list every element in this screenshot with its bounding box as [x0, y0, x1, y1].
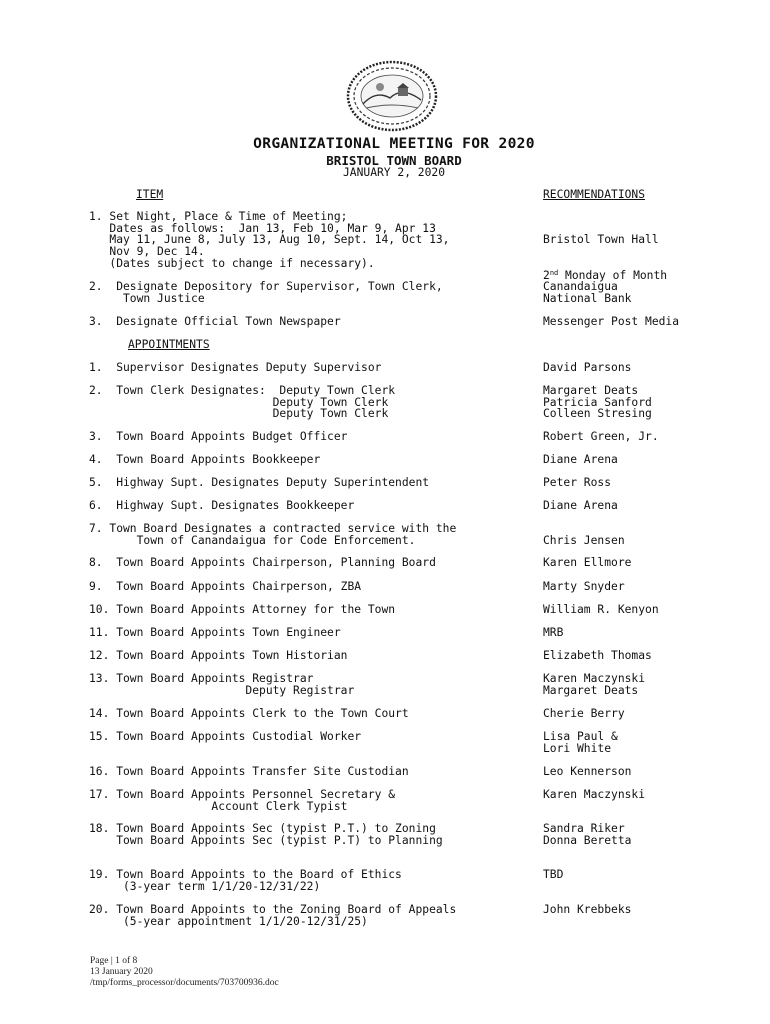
recommendation-text: Canandaigua National Bank [543, 280, 632, 305]
appointment-item: 7. Town Board Designates a contracted service with the Town of Canandaigua for Code Enforcement. [89, 522, 457, 547]
footer-date: 13 January 2020 [90, 967, 153, 977]
appointee: Lisa Paul & Lori White [543, 730, 618, 755]
appointee: Chris Jensen [543, 533, 625, 547]
appointee: Cherie Berry [543, 707, 625, 720]
appointment-item: 16. Town Board Appoints Transfer Site Custodian [89, 765, 409, 778]
appointee: Diane Arena [543, 499, 618, 512]
appointment-item: 3. Town Board Appoints Budget Officer [89, 430, 348, 443]
appointment-item: 18. Town Board Appoints Sec (typist P.T.) to Zoning Town Board Appoints Sec (typist P.T) to Planning [89, 822, 443, 847]
appointment-item: 19. Town Board Appoints to the Board of Ethics (3-year term 1/1/20-12/31/22) [89, 868, 402, 893]
item-text: 3. Designate Official Town Newspaper [89, 315, 341, 328]
appointment-item: 5. Highway Supt. Designates Deputy Superintendent [89, 476, 430, 489]
appointee: Karen Maczynski [543, 788, 646, 801]
appointee: Leo Kennerson [543, 765, 632, 778]
appointee: Diane Arena [543, 453, 618, 466]
appointee: TBD [543, 868, 564, 881]
page-footer [90, 956, 279, 989]
appointee: Sandra Riker Donna Beretta [543, 822, 632, 847]
appointee: Marty Snyder [543, 580, 625, 593]
appointment-item: 20. Town Board Appoints to the Zoning Board of Appeals (5-year appointment 1/1/20-12/31/25) [89, 903, 457, 928]
appointee: William R. Kenyon [543, 603, 659, 616]
item-column-header: ITEM [136, 188, 164, 201]
recommendations-column-header: RECOMMENDATIONS [543, 188, 646, 201]
file-path: /tmp/forms_processor/documents/703700936.doc [90, 978, 279, 988]
appointee: Karen Maczynski Margaret Deats [543, 672, 646, 697]
appointment-item: 10. Town Board Appoints Attorney for the Town [89, 603, 396, 616]
appointment-item: 4. Town Board Appoints Bookkeeper [89, 453, 321, 466]
appointee: Karen Ellmore [543, 556, 632, 569]
appointment-item: 15. Town Board Appoints Custodial Worker [89, 730, 362, 743]
appointee: Peter Ross [543, 476, 612, 489]
appointment-item: 1. Supervisor Designates Deputy Supervisor [89, 361, 382, 374]
appointee: Margaret Deats Patricia Sanford Colleen Stresing [543, 384, 652, 421]
meeting-date: JANUARY 2, 2020 [342, 166, 446, 179]
document-subtitle: BRISTOL TOWN BOARD [326, 153, 462, 168]
appointment-item: 2. Town Clerk Designates: Deputy Town Clerk Deputy Town Clerk Deputy Town Clerk [89, 384, 396, 421]
appointment-item: 14. Town Board Appoints Clerk to the Town Court [89, 707, 409, 720]
appointee: John Krebbeks [543, 903, 632, 916]
appointee: David Parsons [543, 361, 632, 374]
appointment-item: 6. Highway Supt. Designates Bookkeeper [89, 499, 355, 512]
page-number: Page | 1 of 8 [90, 956, 138, 966]
recommendation-text: Messenger Post Media [543, 315, 680, 328]
appointment-item: 8. Town Board Appoints Chairperson, Planning Board [89, 556, 436, 569]
appointment-item: 12. Town Board Appoints Town Historian [89, 649, 348, 662]
document-title: ORGANIZATIONAL MEETING FOR 2020 [253, 135, 535, 152]
appointee: Elizabeth Thomas [543, 649, 652, 662]
appointment-item: 17. Town Board Appoints Personnel Secretary & Account Clerk Typist [89, 788, 396, 813]
appointee: Robert Green, Jr. [543, 430, 659, 443]
appointee: MRB [543, 626, 564, 639]
town-seal-image [346, 60, 438, 132]
item-text: 2. Designate Depository for Supervisor, Town Clerk, Town Justice [89, 280, 443, 305]
appointments-heading: APPOINTMENTS [128, 338, 210, 351]
recommendation-text: Bristol Town Hall 2nd Monday of Month [543, 233, 668, 282]
appointment-item: 13. Town Board Appoints Registrar Deputy Registrar [89, 672, 355, 697]
appointment-item: 9. Town Board Appoints Chairperson, ZBA [89, 580, 362, 593]
item-text: 1. Set Night, Place & Time of Meeting; Dates as follows: Jan 13, Feb 10, Mar 9, Apr 13 May 11, June 8, July 13, Aug 10, Sept. 14, Oct 13, Nov 9, Dec 14. (Dates subject to change if necessary). [89, 210, 450, 270]
appointment-item: 11. Town Board Appoints Town Engineer [89, 626, 341, 639]
